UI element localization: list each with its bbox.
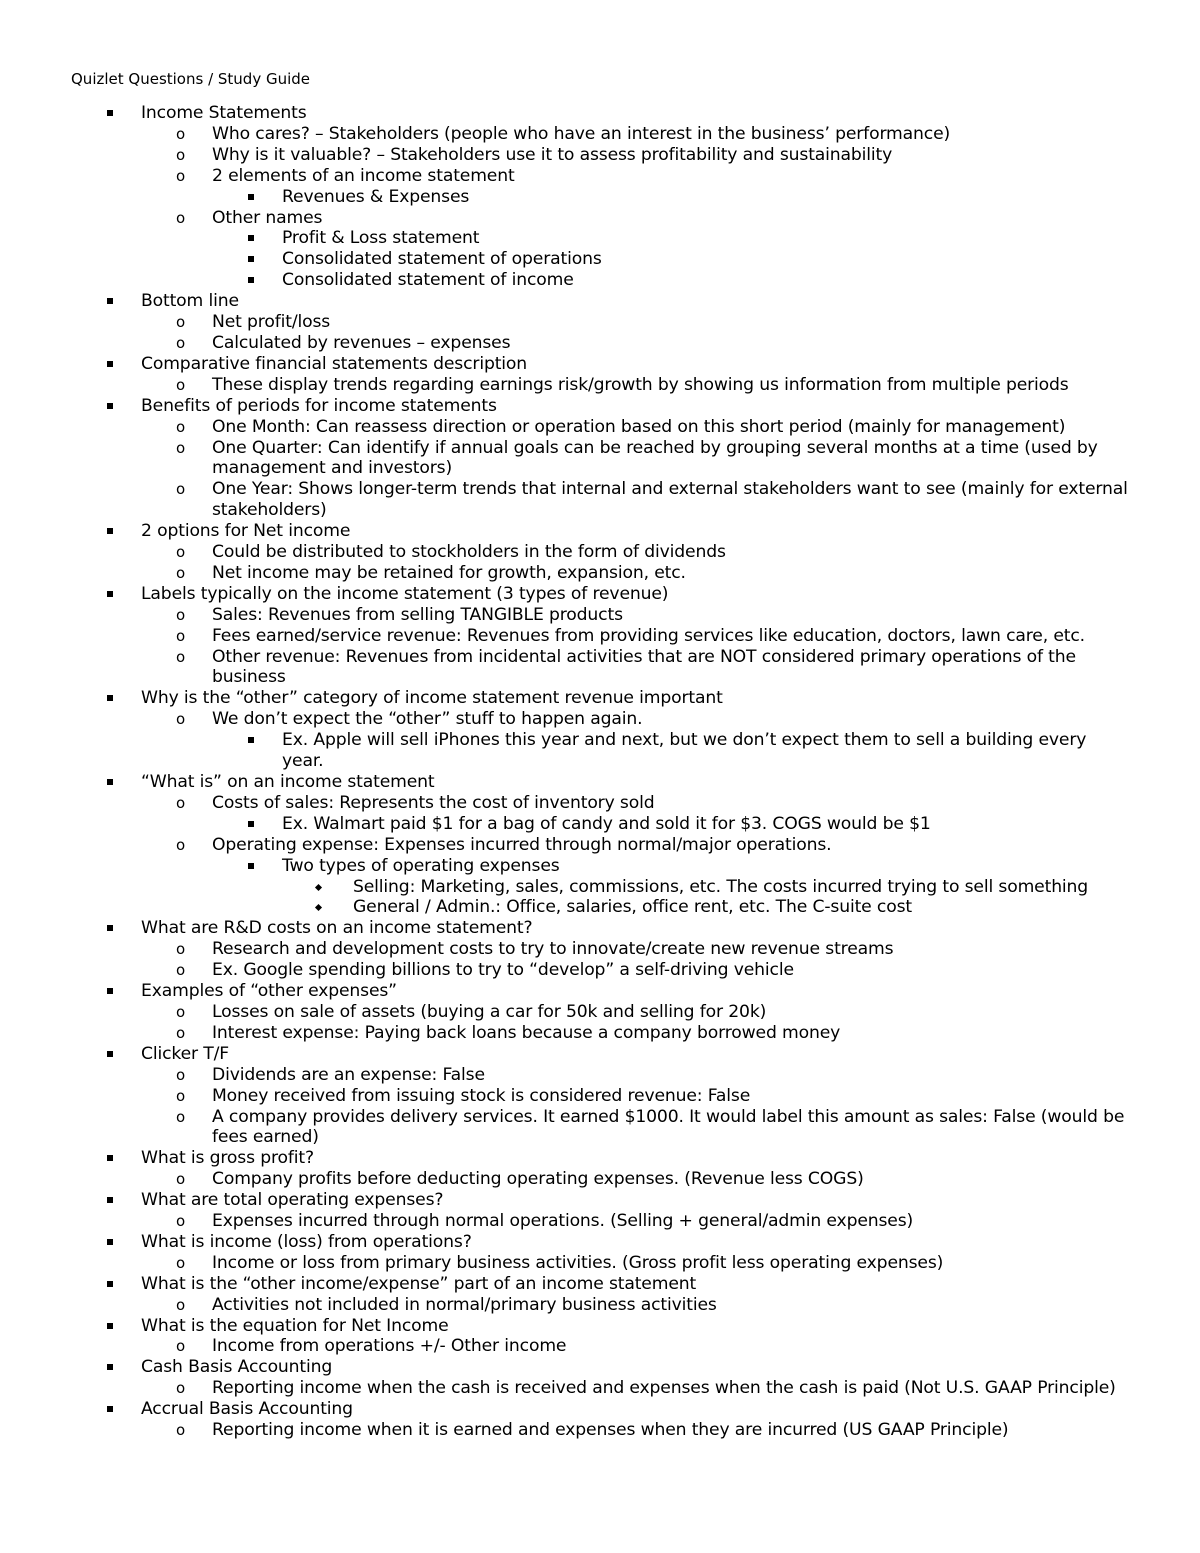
list-item-level-2 (0, 1002, 1200, 1023)
circle-bullet-icon: o (176, 1379, 186, 1398)
list-item-level-2 (0, 647, 1200, 689)
bulleted-outline (0, 103, 1200, 1441)
list-item-level-2 (0, 124, 1200, 145)
list-item-text: Benefits of periods for income statements (141, 395, 497, 416)
circle-bullet-icon: o (176, 1002, 186, 1021)
list-item-level-1 (0, 1044, 1200, 1065)
list-item-text: What is the “other income/expense” part of an income statement (141, 1273, 697, 1294)
circle-bullet-icon: o (176, 1421, 186, 1440)
list-item-level-3 (0, 249, 1200, 270)
list-item-text: Net income may be retained for growth, expansion, etc. (212, 562, 686, 583)
list-item-level-1 (0, 584, 1200, 605)
circle-bullet-icon: o (176, 1065, 186, 1084)
list-item-level-2 (0, 145, 1200, 166)
circle-bullet-icon: o (176, 961, 186, 980)
circle-bullet-icon: o (176, 1170, 186, 1189)
list-item-level-1 (0, 354, 1200, 375)
list-item-text: Sales: Revenues from selling TANGIBLE products (212, 604, 623, 625)
circle-bullet-icon: o (176, 710, 186, 729)
list-item-level-2 (0, 1295, 1200, 1316)
list-item-text: Why is it valuable? – Stakeholders use it to assess profitability and sustainability (212, 144, 893, 165)
list-item-level-3 (0, 270, 1200, 291)
list-item-level-2 (0, 1420, 1200, 1441)
list-item-text: Money received from issuing stock is considered revenue: False (212, 1085, 751, 1106)
list-item-text: Who cares? – Stakeholders (people who have an interest in the business’ performance) (212, 123, 951, 144)
circle-bullet-icon: o (176, 1337, 186, 1356)
list-item-text: What is gross profit? (141, 1148, 314, 1169)
list-item-text: What are total operating expenses? (141, 1190, 444, 1211)
list-item-text: Ex. Apple will sell iPhones this year and next, but we don’t expect them to sell a building every year. (282, 730, 1087, 772)
list-item-text: Ex. Walmart paid $1 for a bag of candy and sold it for $3. COGS would be $1 (282, 813, 931, 834)
circle-bullet-icon: o (176, 835, 186, 854)
list-item-level-2 (0, 793, 1200, 814)
list-item-level-2 (0, 208, 1200, 229)
circle-bullet-icon: o (176, 543, 186, 562)
list-item-text: Consolidated statement of income (282, 270, 574, 291)
list-item-level-2 (0, 312, 1200, 333)
list-item-level-1 (0, 1274, 1200, 1295)
list-item-text: We don’t expect the “other” stuff to happen again. (212, 709, 643, 730)
list-item-level-1 (0, 981, 1200, 1002)
list-item-level-1 (0, 772, 1200, 793)
circle-bullet-icon: o (176, 333, 186, 352)
list-item-text: Other revenue: Revenues from incidental activities that are NOT considered primary operations of the business (212, 646, 1076, 688)
list-item-text: What is income (loss) from operations? (141, 1231, 472, 1252)
list-item-level-1 (0, 918, 1200, 939)
list-item-level-1 (0, 103, 1200, 124)
list-item-text: Net profit/loss (212, 312, 331, 333)
list-item-level-1 (0, 1316, 1200, 1337)
list-item-text: One Year: Shows longer-term trends that internal and external stakeholders want to see (mainly for external stakeholders) (212, 479, 1128, 521)
list-item-text: Company profits before deducting operating expenses. (Revenue less COGS) (212, 1169, 864, 1190)
list-item-level-2 (0, 939, 1200, 960)
list-item-text: These display trends regarding earnings risk/growth by showing us information from multiple periods (212, 374, 1069, 395)
list-item-text: Other names (212, 207, 323, 228)
list-item-level-1 (0, 1399, 1200, 1420)
list-item-level-2 (0, 1023, 1200, 1044)
circle-bullet-icon: o (176, 145, 186, 164)
list-item-text: Revenues & Expenses (282, 186, 470, 207)
list-item-level-2 (0, 1336, 1200, 1357)
list-item-text: One Month: Can reassess direction or operation based on this short period (mainly for management) (212, 416, 1066, 437)
list-item-text: Expenses incurred through normal operations. (Selling + general/admin expenses) (212, 1211, 914, 1232)
list-item-level-2 (0, 563, 1200, 584)
list-item-text: Examples of “other expenses” (141, 981, 397, 1002)
list-item-level-2 (0, 1253, 1200, 1274)
list-item-level-1 (0, 521, 1200, 542)
circle-bullet-icon: o (176, 940, 186, 959)
list-item-text: Cash Basis Accounting (141, 1357, 333, 1378)
list-item-level-2 (0, 1378, 1200, 1399)
list-item-text: Consolidated statement of operations (282, 249, 602, 270)
list-item-text: Bottom line (141, 291, 239, 312)
list-item-text: Dividends are an expense: False (212, 1064, 485, 1085)
list-item-text: 2 elements of an income statement (212, 165, 515, 186)
document-title: Quizlet Questions / Study Guide (71, 70, 311, 88)
list-item-text: Costs of sales: Represents the cost of inventory sold (212, 792, 655, 813)
list-item-text: Losses on sale of assets (buying a car for 50k and selling for 20k) (212, 1001, 767, 1022)
list-item-text: Selling: Marketing, sales, commissions, etc. The costs incurred trying to sell something (353, 876, 1089, 897)
list-item-text: What are R&D costs on an income statement? (141, 918, 533, 939)
circle-bullet-icon: o (176, 166, 186, 185)
list-item-level-2 (0, 1211, 1200, 1232)
list-item-text: One Quarter: Can identify if annual goals can be reached by grouping several months at a time (used by management and investors) (212, 437, 1098, 479)
circle-bullet-icon: o (176, 563, 186, 582)
list-item-text: Interest expense: Paying back loans because a company borrowed money (212, 1022, 841, 1043)
circle-bullet-icon: o (176, 438, 186, 457)
list-item-level-2 (0, 166, 1200, 187)
list-item-level-2 (0, 605, 1200, 626)
list-item-level-2 (0, 417, 1200, 438)
list-item-text: Research and development costs to try to innovate/create new revenue streams (212, 939, 894, 960)
list-item-level-1 (0, 1232, 1200, 1253)
list-item-level-3 (0, 814, 1200, 835)
circle-bullet-icon: o (176, 375, 186, 394)
circle-bullet-icon: o (176, 1212, 186, 1231)
list-item-text: Income from operations +/- Other income (212, 1336, 567, 1357)
circle-bullet-icon: o (176, 1023, 186, 1042)
list-item-text: Activities not included in normal/primary business activities (212, 1294, 717, 1315)
list-item-text: Clicker T/F (141, 1043, 229, 1064)
list-item-level-2 (0, 1107, 1200, 1149)
list-item-level-2 (0, 1065, 1200, 1086)
list-item-level-3 (0, 730, 1200, 772)
circle-bullet-icon: o (176, 1086, 186, 1105)
list-item-text: Reporting income when the cash is received and expenses when the cash is paid (Not U.S. GAAP Principle) (212, 1378, 1116, 1399)
list-item-text: Two types of operating expenses (282, 855, 560, 876)
list-item-level-2 (0, 626, 1200, 647)
list-item-level-1 (0, 291, 1200, 312)
list-item-text: Comparative financial statements description (141, 353, 528, 374)
circle-bullet-icon: o (176, 1295, 186, 1314)
list-item-text: Profit & Loss statement (282, 228, 480, 249)
list-item-text: Income Statements (141, 103, 307, 123)
list-item-text: 2 options for Net income (141, 521, 351, 542)
list-item-text: Ex. Google spending billions to try to “develop” a self-driving vehicle (212, 960, 794, 981)
list-item-text: General / Admin.: Office, salaries, office rent, etc. The C-suite cost (353, 897, 912, 918)
list-item-level-2 (0, 438, 1200, 480)
circle-bullet-icon: o (176, 626, 186, 645)
circle-bullet-icon: o (176, 647, 186, 666)
list-item-level-3 (0, 228, 1200, 249)
circle-bullet-icon: o (176, 313, 186, 332)
list-item-text: What is the equation for Net Income (141, 1315, 449, 1336)
list-item-level-4 (0, 897, 1200, 918)
circle-bullet-icon: o (176, 1107, 186, 1126)
list-item-text: “What is” on an income statement (141, 772, 435, 792)
circle-bullet-icon: o (176, 124, 186, 143)
list-item-text: Reporting income when it is earned and expenses when they are incurred (US GAAP Principle) (212, 1420, 1009, 1441)
list-item-text: Could be distributed to stockholders in the form of dividends (212, 542, 726, 563)
list-item-level-1 (0, 396, 1200, 417)
list-item-level-2 (0, 1086, 1200, 1107)
circle-bullet-icon: o (176, 480, 186, 499)
list-item-text: Why is the “other” category of income statement revenue important (141, 688, 723, 709)
list-item-text: Calculated by revenues – expenses (212, 332, 511, 353)
list-item-level-2 (0, 835, 1200, 856)
circle-bullet-icon: o (176, 208, 186, 227)
list-item-level-2 (0, 542, 1200, 563)
list-item-level-1 (0, 1190, 1200, 1211)
circle-bullet-icon: o (176, 1253, 186, 1272)
list-item-level-1 (0, 1148, 1200, 1169)
circle-bullet-icon: o (176, 793, 186, 812)
list-item-text: Income or loss from primary business activities. (Gross profit less operating expenses) (212, 1252, 944, 1273)
list-item-text: A company provides delivery services. It earned $1000. It would label this amount as sales: False (would be fees earned) (212, 1106, 1125, 1148)
list-item-text: Fees earned/service revenue: Revenues from providing services like education, doctors, lawn care, etc. (212, 625, 1085, 646)
list-item-level-2 (0, 375, 1200, 396)
list-item-level-2 (0, 709, 1200, 730)
list-item-level-3 (0, 856, 1200, 877)
list-item-text: Operating expense: Expenses incurred through normal/major operations. (212, 834, 832, 855)
circle-bullet-icon: o (176, 605, 186, 624)
list-item-level-2 (0, 1169, 1200, 1190)
list-item-level-1 (0, 1357, 1200, 1378)
list-item-level-2 (0, 960, 1200, 981)
list-item-level-1 (0, 688, 1200, 709)
list-item-text: Accrual Basis Accounting (141, 1399, 353, 1420)
list-item-level-2 (0, 333, 1200, 354)
list-item-level-3 (0, 187, 1200, 208)
list-item-level-4 (0, 877, 1200, 898)
circle-bullet-icon: o (176, 417, 186, 436)
list-item-level-2 (0, 479, 1200, 521)
list-item-text: Labels typically on the income statement (3 types of revenue) (141, 583, 669, 604)
